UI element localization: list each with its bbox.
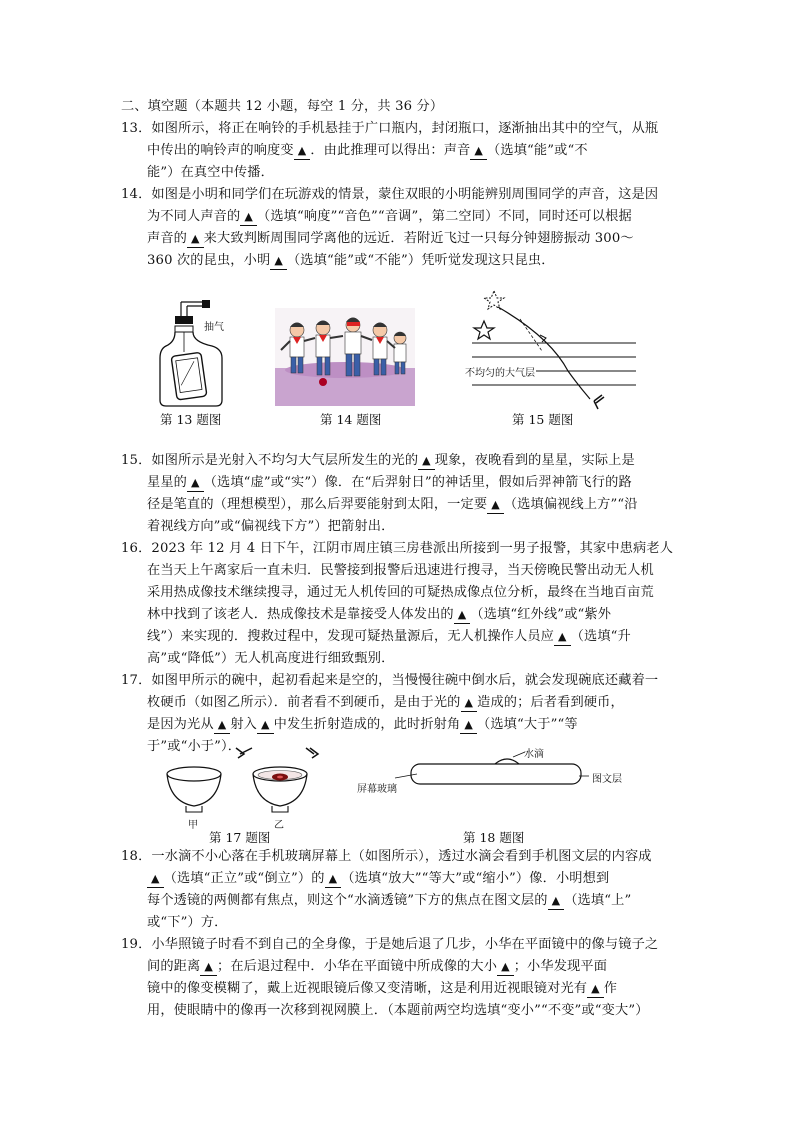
fig13-caption: 第 13 题图 [160,412,222,427]
fig15-caption: 第 15 题图 [512,412,574,427]
q18-line2: ▲ （选填“正立”或“倒立”）的 ▲ （选填“放大”“等大”或“缩小”）像．小明想到 [147,868,609,890]
answer-blank[interactable]: ▲ [497,959,514,976]
q18-line3: 每个透镜的两侧都有焦点，则这个“水滴透镜”下方的焦点在图文层的 ▲ （选填“上” [147,893,632,908]
q16-line3: 采用热成像技术继续搜寻，通过无人机传回的可疑热成像点位分析，最终在当地百亩荒 [147,585,654,600]
fig13-label-pump: 抽气 [204,322,224,333]
fig18-caption: 第 18 题图 [463,830,525,845]
q16-line2: 在当天上午离家后一直未归．民警接到报警后迅速进行搜寻，当天傍晚民警出动无人机 [147,563,654,578]
answer-blank[interactable]: ▲ [554,629,571,646]
q14-line1: 14．如图是小明和同学们在玩游戏的情景，蒙住双眼的小明能辨别周围同学的声音，这是因 [121,187,659,202]
answer-blank[interactable]: ▲ [470,143,487,160]
q15-line2: 星星的 ▲ （选填“虚”或“实”）像．在“后羿射日”的神话里，假如后羿神箭飞行的路 [147,475,632,490]
q13-line1: 13．如图所示，将正在响铃的手机悬挂于广口瓶内，封闭瓶口，逐渐抽出其中的空气，从瓶 [121,121,659,136]
q16-line6: 高”或“降低”）无人机高度进行细致甄别． [147,651,395,666]
answer-blank[interactable]: ▲ [214,717,231,734]
q15-line4: 着视线方向”或“偏视线下方”）把箭射出． [147,519,395,534]
answer-blank[interactable]: ▲ [294,143,311,160]
answer-blank[interactable]: ▲ [548,893,565,910]
q16-line5: 线”）来实现的．搜救过程中，发现可疑热量源后，无人机操作人员应 ▲ （选填“升 [147,629,631,644]
q13-line2: 中传出的响铃声的响度变 ▲ ．由此推理可以得出：声音 ▲ （选填“能”或“不 [147,143,588,158]
fig17-caption: 第 17 题图 [209,830,271,845]
answer-blank[interactable]: ▲ [187,231,204,248]
answer-blank[interactable]: ▲ [587,981,604,998]
answer-blank[interactable]: ▲ [147,871,164,888]
answer-blank[interactable]: ▲ [454,607,471,624]
fig14-game-illustration [275,308,415,406]
q19-line4: 用，使眼睛中的像再一次移到视网膜上．（本题前两空均选填“变小”“不变”或“变大”） [147,1003,649,1018]
fig15-atmosphere-diagram [460,285,640,413]
fig18-label-glass: 屏幕玻璃 [357,784,397,795]
q14-line4: 360 次的昆虫，小明 ▲ （选填“能”或“不能”）凭听觉发现这只昆虫． [147,253,555,268]
q19-line3: 镜中的像变模糊了，戴上近视眼镜后像又变清晰，这是利用近视眼镜对光有 ▲ 作 [147,981,618,996]
q19-line1: 19．小华照镜子时看不到自己的全身像，于是她后退了几步，小华在平面镜中的像与镜子之 [121,937,659,952]
answer-blank[interactable]: ▲ [240,209,257,226]
answer-blank[interactable]: ▲ [487,497,504,514]
answer-blank[interactable]: ▲ [270,253,287,270]
answer-blank[interactable]: ▲ [460,717,477,734]
fig14-caption: 第 14 题图 [320,412,382,427]
fig13-bottle-diagram [150,292,240,410]
section-title: 二、填空题（本题共 12 小题，每空 1 分，共 36 分） [121,99,444,114]
fig18-label-layer: 图文层 [592,774,622,785]
q19-line2: 间的距离 ▲ ；在后退过程中．小华在平面镜中所成像的大小 ▲ ；小华发现平面 [147,959,608,974]
q17-line1: 17．如图甲所示的碗中，起初看起来是空的，当慢慢往碗中倒水后，就会发现碗底还藏着一 [121,673,659,688]
fig18-screen-diagram [355,744,615,814]
fig17-label-jia: 甲 [188,820,198,831]
q14-line3: 声音的 ▲ 来大致判断周围同学离他的远近．若附近飞过一只每分钟翅膀振动 300～ [147,231,634,246]
answer-blank[interactable]: ▲ [187,475,204,492]
q17-line4: 于”或“小于”）． [147,739,242,754]
q18-line4: 或“下”）方． [147,915,228,930]
q16-line4: 林中找到了该老人．热成像技术是靠接受人体发出的 ▲ （选填“红外线”或“紫外 [147,607,612,622]
answer-blank[interactable]: ▲ [325,871,342,888]
q15-line3: 径是笔直的（理想模型），那么后羿要能射到太阳，一定要 ▲ （选填偏视线上方”“沿 [147,497,638,512]
fig18-label-water: 水滴 [524,749,544,760]
fig17-label-yi: 乙 [274,820,284,831]
fig15-label-atmosphere: 不均匀的大气层 [464,364,536,379]
q17-line3: 是因为光从 ▲ 射入 ▲ 中发生折射造成的，此时折射角 ▲ （选填“大于”“等 [147,717,578,732]
q14-line2: 为不同人声音的 ▲ （选填“响度”“音色”“音调”，第二空同）不同，同时还可以根据 [147,209,632,224]
answer-blank[interactable]: ▲ [418,453,435,470]
q13-line3: 能”）在真空中传播． [147,165,274,180]
answer-blank[interactable]: ▲ [257,717,274,734]
answer-blank[interactable]: ▲ [461,695,478,712]
q15-line1: 15．如图所示是光射入不均匀大气层所发生的光的 ▲ 现象，夜晚看到的星星，实际上是 [121,453,635,468]
q18-line1: 18．一水滴不小心落在手机玻璃屏幕上（如图所示），透过水滴会看到手机图文层的内容成 [121,849,652,864]
q17-line2: 枚硬币（如图乙所示）．前者看不到硬币，是由于光的 ▲ 造成的；后者看到硬币， [147,695,624,710]
fig17-bowl-diagram [160,744,320,822]
answer-blank[interactable]: ▲ [200,959,217,976]
q16-line1: 16．2023 年 12 月 4 日下午，江阴市周庄镇三房巷派出所接到一男子报警，其家中患病老人 [121,541,674,556]
